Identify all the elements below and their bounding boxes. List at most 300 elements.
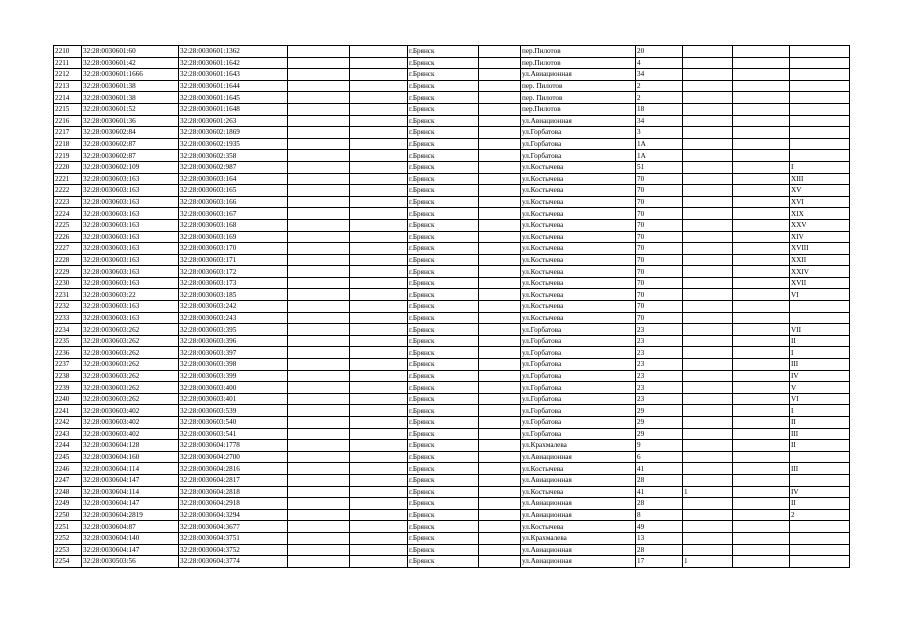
cell-parcel-cadastral-number: 32:28:0030604:147 xyxy=(82,544,179,556)
cell-col-10 xyxy=(683,127,733,139)
cell-city: г.Брянск xyxy=(408,138,479,150)
cell-col-4 xyxy=(288,266,350,278)
cell-house-number: 23 xyxy=(636,359,683,371)
cell-street: ул.Костычева xyxy=(521,486,636,498)
cell-street: ул.Крахмалева xyxy=(521,440,636,452)
cell-parcel-cadastral-number: 32:28:0030602:87 xyxy=(82,138,179,150)
cell-col-7 xyxy=(479,393,521,405)
cell-object-cadastral-number: 32:28:0030604:2918 xyxy=(179,498,288,510)
cell-col-4 xyxy=(288,92,350,104)
cell-row-number: 2251 xyxy=(54,521,82,533)
cell-col-5 xyxy=(350,463,408,475)
cell-col-4 xyxy=(288,509,350,521)
cell-row-number: 2216 xyxy=(54,115,82,127)
cell-parcel-cadastral-number: 32:28:0030603:163 xyxy=(82,243,179,255)
cell-row-number: 2247 xyxy=(54,474,82,486)
cell-object-cadastral-number: 32:28:0030603:400 xyxy=(179,382,288,394)
cell-col-10 xyxy=(683,219,733,231)
table-row xyxy=(54,277,850,289)
cell-premises-number: XIX xyxy=(790,208,850,220)
cell-street: ул.Горбатова xyxy=(521,393,636,405)
cell-col-11 xyxy=(733,451,790,463)
cell-col-7 xyxy=(479,57,521,69)
cell-house-number: 70 xyxy=(636,243,683,255)
cell-premises-number: XVIII xyxy=(790,243,850,255)
cell-object-cadastral-number: 32:28:0030603:171 xyxy=(179,254,288,266)
cell-col-4 xyxy=(288,219,350,231)
cell-object-cadastral-number: 32:28:0030601:1648 xyxy=(179,103,288,115)
cell-col-5 xyxy=(350,127,408,139)
cell-house-number: 29 xyxy=(636,417,683,429)
cell-col-10 xyxy=(683,289,733,301)
cell-col-10 xyxy=(683,150,733,162)
cell-street: пер.Пилотов xyxy=(521,57,636,69)
cell-city: г.Брянск xyxy=(408,312,479,324)
cell-house-number: 18 xyxy=(636,103,683,115)
cell-col-11 xyxy=(733,103,790,115)
cell-house-number: 41 xyxy=(636,463,683,475)
table-row xyxy=(54,243,850,255)
cell-street: ул.Горбатова xyxy=(521,347,636,359)
table-row xyxy=(54,474,850,486)
cell-col-4 xyxy=(288,324,350,336)
cell-col-7 xyxy=(479,80,521,92)
cell-object-cadastral-number: 32:28:0030603:166 xyxy=(179,196,288,208)
cell-object-cadastral-number: 32:28:0030604:2816 xyxy=(179,463,288,475)
cell-col-7 xyxy=(479,544,521,556)
cell-col-11 xyxy=(733,382,790,394)
cell-parcel-cadastral-number: 32:28:0030604:128 xyxy=(82,440,179,452)
cell-col-7 xyxy=(479,405,521,417)
cell-col-11 xyxy=(733,266,790,278)
cell-col-11 xyxy=(733,161,790,173)
cell-col-4 xyxy=(288,301,350,313)
cell-premises-number xyxy=(790,451,850,463)
cell-col-5 xyxy=(350,486,408,498)
cell-col-10 xyxy=(683,173,733,185)
cell-object-cadastral-number: 32:28:0030601:1645 xyxy=(179,92,288,104)
table-row xyxy=(54,544,850,556)
cell-col-11 xyxy=(733,324,790,336)
cell-house-number: 28 xyxy=(636,474,683,486)
cell-city: г.Брянск xyxy=(408,405,479,417)
cell-house-number: 2 xyxy=(636,80,683,92)
cell-parcel-cadastral-number: 32:28:0030603:402 xyxy=(82,417,179,429)
cell-col-5 xyxy=(350,359,408,371)
cell-premises-number: V xyxy=(790,382,850,394)
cell-col-10: 1 xyxy=(683,556,733,568)
cell-object-cadastral-number: 32:28:0030601:263 xyxy=(179,115,288,127)
cell-premises-number xyxy=(790,57,850,69)
cell-row-number: 2242 xyxy=(54,417,82,429)
table-row xyxy=(54,359,850,371)
cell-parcel-cadastral-number: 32:28:0030604:160 xyxy=(82,451,179,463)
cell-house-number: 49 xyxy=(636,521,683,533)
cell-col-5 xyxy=(350,556,408,568)
cell-premises-number: XXV xyxy=(790,219,850,231)
cell-parcel-cadastral-number: 32:28:0030603:163 xyxy=(82,301,179,313)
cell-object-cadastral-number: 32:28:0030603:185 xyxy=(179,289,288,301)
cell-col-10 xyxy=(683,103,733,115)
cell-street: ул.Костычева xyxy=(521,266,636,278)
cell-col-7 xyxy=(479,440,521,452)
cell-street: ул.Горбатова xyxy=(521,127,636,139)
cell-col-11 xyxy=(733,196,790,208)
cell-house-number: 41 xyxy=(636,486,683,498)
cell-street: ул.Авиационная xyxy=(521,69,636,81)
cell-parcel-cadastral-number: 32:28:0030603:163 xyxy=(82,312,179,324)
cell-row-number: 2253 xyxy=(54,544,82,556)
cell-parcel-cadastral-number: 32:28:0030601:60 xyxy=(82,46,179,58)
cell-parcel-cadastral-number: 32:28:0030603:163 xyxy=(82,185,179,197)
cell-row-number: 2229 xyxy=(54,266,82,278)
cell-col-10 xyxy=(683,196,733,208)
cell-parcel-cadastral-number: 32:28:0030604:147 xyxy=(82,474,179,486)
cell-row-number: 2240 xyxy=(54,393,82,405)
cell-col-4 xyxy=(288,289,350,301)
cell-row-number: 2235 xyxy=(54,335,82,347)
cell-col-11 xyxy=(733,46,790,58)
cell-house-number: 28 xyxy=(636,544,683,556)
table-row xyxy=(54,440,850,452)
cell-parcel-cadastral-number: 32:28:0030604:2819 xyxy=(82,509,179,521)
cell-col-5 xyxy=(350,428,408,440)
cell-object-cadastral-number: 32:28:0030603:164 xyxy=(179,173,288,185)
cell-col-5 xyxy=(350,370,408,382)
cell-parcel-cadastral-number: 32:28:0030601:38 xyxy=(82,92,179,104)
cell-premises-number xyxy=(790,474,850,486)
cell-house-number: 29 xyxy=(636,405,683,417)
cell-col-11 xyxy=(733,92,790,104)
cell-house-number: 70 xyxy=(636,301,683,313)
table-row xyxy=(54,382,850,394)
cell-col-11 xyxy=(733,243,790,255)
cell-premises-number: IV xyxy=(790,486,850,498)
cell-parcel-cadastral-number: 32:28:0030603:402 xyxy=(82,428,179,440)
cell-city: г.Брянск xyxy=(408,324,479,336)
cell-street: ул.Авиационная xyxy=(521,451,636,463)
table-row xyxy=(54,347,850,359)
cell-street: ул.Авиационная xyxy=(521,509,636,521)
cell-premises-number xyxy=(790,150,850,162)
cell-object-cadastral-number: 32:28:0030603:165 xyxy=(179,185,288,197)
cell-col-7 xyxy=(479,359,521,371)
table-row xyxy=(54,463,850,475)
cell-house-number: 23 xyxy=(636,382,683,394)
cell-premises-number: XIII xyxy=(790,173,850,185)
cell-row-number: 2250 xyxy=(54,509,82,521)
cell-object-cadastral-number: 32:28:0030603:395 xyxy=(179,324,288,336)
cell-object-cadastral-number: 32:28:0030603:170 xyxy=(179,243,288,255)
cell-object-cadastral-number: 32:28:0030603:243 xyxy=(179,312,288,324)
cell-house-number: 70 xyxy=(636,231,683,243)
cell-col-7 xyxy=(479,509,521,521)
cell-col-4 xyxy=(288,370,350,382)
cell-col-5 xyxy=(350,382,408,394)
cell-parcel-cadastral-number: 32:28:0030603:262 xyxy=(82,370,179,382)
cell-col-4 xyxy=(288,498,350,510)
cell-parcel-cadastral-number: 32:28:0030603:163 xyxy=(82,173,179,185)
cell-col-4 xyxy=(288,127,350,139)
cell-col-10 xyxy=(683,266,733,278)
cell-col-5 xyxy=(350,335,408,347)
property-register-table xyxy=(53,45,850,568)
cell-col-5 xyxy=(350,405,408,417)
cell-col-11 xyxy=(733,301,790,313)
cell-col-4 xyxy=(288,57,350,69)
cell-col-10 xyxy=(683,115,733,127)
cell-col-7 xyxy=(479,301,521,313)
cell-premises-number xyxy=(790,532,850,544)
cell-street: ул.Костычева xyxy=(521,173,636,185)
cell-col-10 xyxy=(683,161,733,173)
cell-col-4 xyxy=(288,208,350,220)
cell-row-number: 2225 xyxy=(54,219,82,231)
cell-city: г.Брянск xyxy=(408,532,479,544)
cell-col-10 xyxy=(683,428,733,440)
cell-col-11 xyxy=(733,428,790,440)
cell-col-4 xyxy=(288,46,350,58)
cell-col-4 xyxy=(288,486,350,498)
cell-col-5 xyxy=(350,266,408,278)
cell-col-7 xyxy=(479,428,521,440)
cell-premises-number xyxy=(790,103,850,115)
cell-col-5 xyxy=(350,544,408,556)
cell-city: г.Брянск xyxy=(408,103,479,115)
cell-col-4 xyxy=(288,463,350,475)
table-row xyxy=(54,312,850,324)
cell-row-number: 2217 xyxy=(54,127,82,139)
cell-object-cadastral-number: 32:28:0030604:3751 xyxy=(179,532,288,544)
cell-col-5 xyxy=(350,440,408,452)
cell-city: г.Брянск xyxy=(408,347,479,359)
cell-city: г.Брянск xyxy=(408,254,479,266)
cell-house-number: 2 xyxy=(636,92,683,104)
cell-col-5 xyxy=(350,173,408,185)
cell-col-7 xyxy=(479,150,521,162)
cell-col-10 xyxy=(683,509,733,521)
table-row xyxy=(54,231,850,243)
cell-col-10 xyxy=(683,463,733,475)
cell-object-cadastral-number: 32:28:0030602:358 xyxy=(179,150,288,162)
cell-col-7 xyxy=(479,289,521,301)
cell-street: ул.Костычева xyxy=(521,196,636,208)
cell-col-11 xyxy=(733,254,790,266)
cell-street: пер. Пилотов xyxy=(521,80,636,92)
cell-house-number: 70 xyxy=(636,254,683,266)
cell-col-10 xyxy=(683,185,733,197)
cell-col-10: 1 xyxy=(683,486,733,498)
cell-col-7 xyxy=(479,312,521,324)
cell-col-11 xyxy=(733,219,790,231)
cell-col-5 xyxy=(350,231,408,243)
cell-street: пер.Пилотов xyxy=(521,46,636,58)
table-row xyxy=(54,486,850,498)
cell-city: г.Брянск xyxy=(408,231,479,243)
cell-col-5 xyxy=(350,532,408,544)
cell-city: г.Брянск xyxy=(408,417,479,429)
cell-house-number: 70 xyxy=(636,196,683,208)
cell-col-5 xyxy=(350,150,408,162)
cell-col-5 xyxy=(350,521,408,533)
cell-parcel-cadastral-number: 32:28:0030603:163 xyxy=(82,208,179,220)
cell-premises-number xyxy=(790,46,850,58)
cell-city: г.Брянск xyxy=(408,219,479,231)
cell-row-number: 2233 xyxy=(54,312,82,324)
table-row xyxy=(54,196,850,208)
cell-parcel-cadastral-number: 32:28:0030503:56 xyxy=(82,556,179,568)
cell-col-4 xyxy=(288,451,350,463)
cell-col-11 xyxy=(733,57,790,69)
cell-col-7 xyxy=(479,474,521,486)
cell-premises-number xyxy=(790,80,850,92)
cell-col-10 xyxy=(683,92,733,104)
cell-col-10 xyxy=(683,231,733,243)
cell-parcel-cadastral-number: 32:28:0030604:114 xyxy=(82,486,179,498)
table-row xyxy=(54,46,850,58)
cell-house-number: 9 xyxy=(636,440,683,452)
cell-col-7 xyxy=(479,161,521,173)
cell-col-10 xyxy=(683,69,733,81)
cell-row-number: 2241 xyxy=(54,405,82,417)
table-row xyxy=(54,370,850,382)
cell-house-number: 1А xyxy=(636,138,683,150)
cell-object-cadastral-number: 32:28:0030604:3752 xyxy=(179,544,288,556)
cell-city: г.Брянск xyxy=(408,556,479,568)
cell-col-11 xyxy=(733,80,790,92)
cell-col-10 xyxy=(683,347,733,359)
cell-premises-number: XVII xyxy=(790,277,850,289)
cell-house-number: 6 xyxy=(636,451,683,463)
cell-parcel-cadastral-number: 32:28:0030604:147 xyxy=(82,498,179,510)
cell-col-4 xyxy=(288,440,350,452)
cell-col-10 xyxy=(683,243,733,255)
cell-row-number: 2231 xyxy=(54,289,82,301)
cell-row-number: 2212 xyxy=(54,69,82,81)
cell-row-number: 2220 xyxy=(54,161,82,173)
cell-city: г.Брянск xyxy=(408,277,479,289)
cell-house-number: 70 xyxy=(636,208,683,220)
cell-col-5 xyxy=(350,347,408,359)
cell-col-5 xyxy=(350,196,408,208)
table-row xyxy=(54,219,850,231)
cell-house-number: 70 xyxy=(636,266,683,278)
cell-parcel-cadastral-number: 32:28:0030603:262 xyxy=(82,347,179,359)
cell-col-4 xyxy=(288,382,350,394)
cell-premises-number xyxy=(790,544,850,556)
cell-col-11 xyxy=(733,115,790,127)
cell-object-cadastral-number: 32:28:0030603:397 xyxy=(179,347,288,359)
cell-col-10 xyxy=(683,440,733,452)
cell-house-number: 70 xyxy=(636,173,683,185)
cell-col-5 xyxy=(350,57,408,69)
cell-col-11 xyxy=(733,312,790,324)
cell-city: г.Брянск xyxy=(408,115,479,127)
table-row xyxy=(54,532,850,544)
cell-house-number: 23 xyxy=(636,370,683,382)
cell-street: ул.Костычева xyxy=(521,289,636,301)
cell-col-4 xyxy=(288,359,350,371)
cell-city: г.Брянск xyxy=(408,57,479,69)
cell-object-cadastral-number: 32:28:0030603:172 xyxy=(179,266,288,278)
cell-row-number: 2238 xyxy=(54,370,82,382)
cell-parcel-cadastral-number: 32:28:0030602:84 xyxy=(82,127,179,139)
cell-row-number: 2243 xyxy=(54,428,82,440)
cell-object-cadastral-number: 32:28:0030604:2818 xyxy=(179,486,288,498)
cell-premises-number: III xyxy=(790,359,850,371)
cell-parcel-cadastral-number: 32:28:0030601:36 xyxy=(82,115,179,127)
cell-premises-number: II xyxy=(790,335,850,347)
cell-col-5 xyxy=(350,161,408,173)
cell-parcel-cadastral-number: 32:28:0030603:262 xyxy=(82,324,179,336)
cell-col-7 xyxy=(479,498,521,510)
cell-col-11 xyxy=(733,474,790,486)
cell-row-number: 2234 xyxy=(54,324,82,336)
cell-object-cadastral-number: 32:28:0030602:1869 xyxy=(179,127,288,139)
cell-street: ул.Костычева xyxy=(521,208,636,220)
cell-col-10 xyxy=(683,370,733,382)
cell-house-number: 13 xyxy=(636,532,683,544)
cell-house-number: 23 xyxy=(636,335,683,347)
cell-parcel-cadastral-number: 32:28:0030603:262 xyxy=(82,335,179,347)
cell-parcel-cadastral-number: 32:28:0030603:163 xyxy=(82,277,179,289)
cell-object-cadastral-number: 32:28:0030603:539 xyxy=(179,405,288,417)
cell-col-4 xyxy=(288,185,350,197)
cell-col-11 xyxy=(733,69,790,81)
cell-house-number: 34 xyxy=(636,69,683,81)
cell-house-number: 29 xyxy=(636,428,683,440)
cell-street: ул.Горбатова xyxy=(521,335,636,347)
cell-col-4 xyxy=(288,254,350,266)
cell-row-number: 2232 xyxy=(54,301,82,313)
cell-col-11 xyxy=(733,521,790,533)
cell-col-5 xyxy=(350,254,408,266)
cell-col-5 xyxy=(350,451,408,463)
cell-col-5 xyxy=(350,138,408,150)
cell-col-5 xyxy=(350,103,408,115)
cell-object-cadastral-number: 32:28:0030604:1778 xyxy=(179,440,288,452)
cell-col-11 xyxy=(733,393,790,405)
cell-object-cadastral-number: 32:28:0030603:168 xyxy=(179,219,288,231)
cell-parcel-cadastral-number: 32:28:0030601:38 xyxy=(82,80,179,92)
cell-city: г.Брянск xyxy=(408,161,479,173)
cell-premises-number xyxy=(790,556,850,568)
cell-city: г.Брянск xyxy=(408,185,479,197)
cell-col-7 xyxy=(479,208,521,220)
cell-premises-number: II xyxy=(790,440,850,452)
table-row xyxy=(54,138,850,150)
cell-row-number: 2230 xyxy=(54,277,82,289)
cell-row-number: 2215 xyxy=(54,103,82,115)
cell-object-cadastral-number: 32:28:0030603:540 xyxy=(179,417,288,429)
cell-premises-number xyxy=(790,127,850,139)
table-row xyxy=(54,301,850,313)
cell-street: ул.Костычева xyxy=(521,254,636,266)
cell-col-11 xyxy=(733,335,790,347)
cell-col-4 xyxy=(288,150,350,162)
table-row xyxy=(54,405,850,417)
cell-col-4 xyxy=(288,428,350,440)
cell-city: г.Брянск xyxy=(408,509,479,521)
cell-col-7 xyxy=(479,231,521,243)
cell-street: пер.Пилотов xyxy=(521,103,636,115)
cell-row-number: 2245 xyxy=(54,451,82,463)
table-row xyxy=(54,92,850,104)
cell-col-11 xyxy=(733,486,790,498)
cell-premises-number: III xyxy=(790,428,850,440)
table-row xyxy=(54,80,850,92)
cell-col-7 xyxy=(479,103,521,115)
